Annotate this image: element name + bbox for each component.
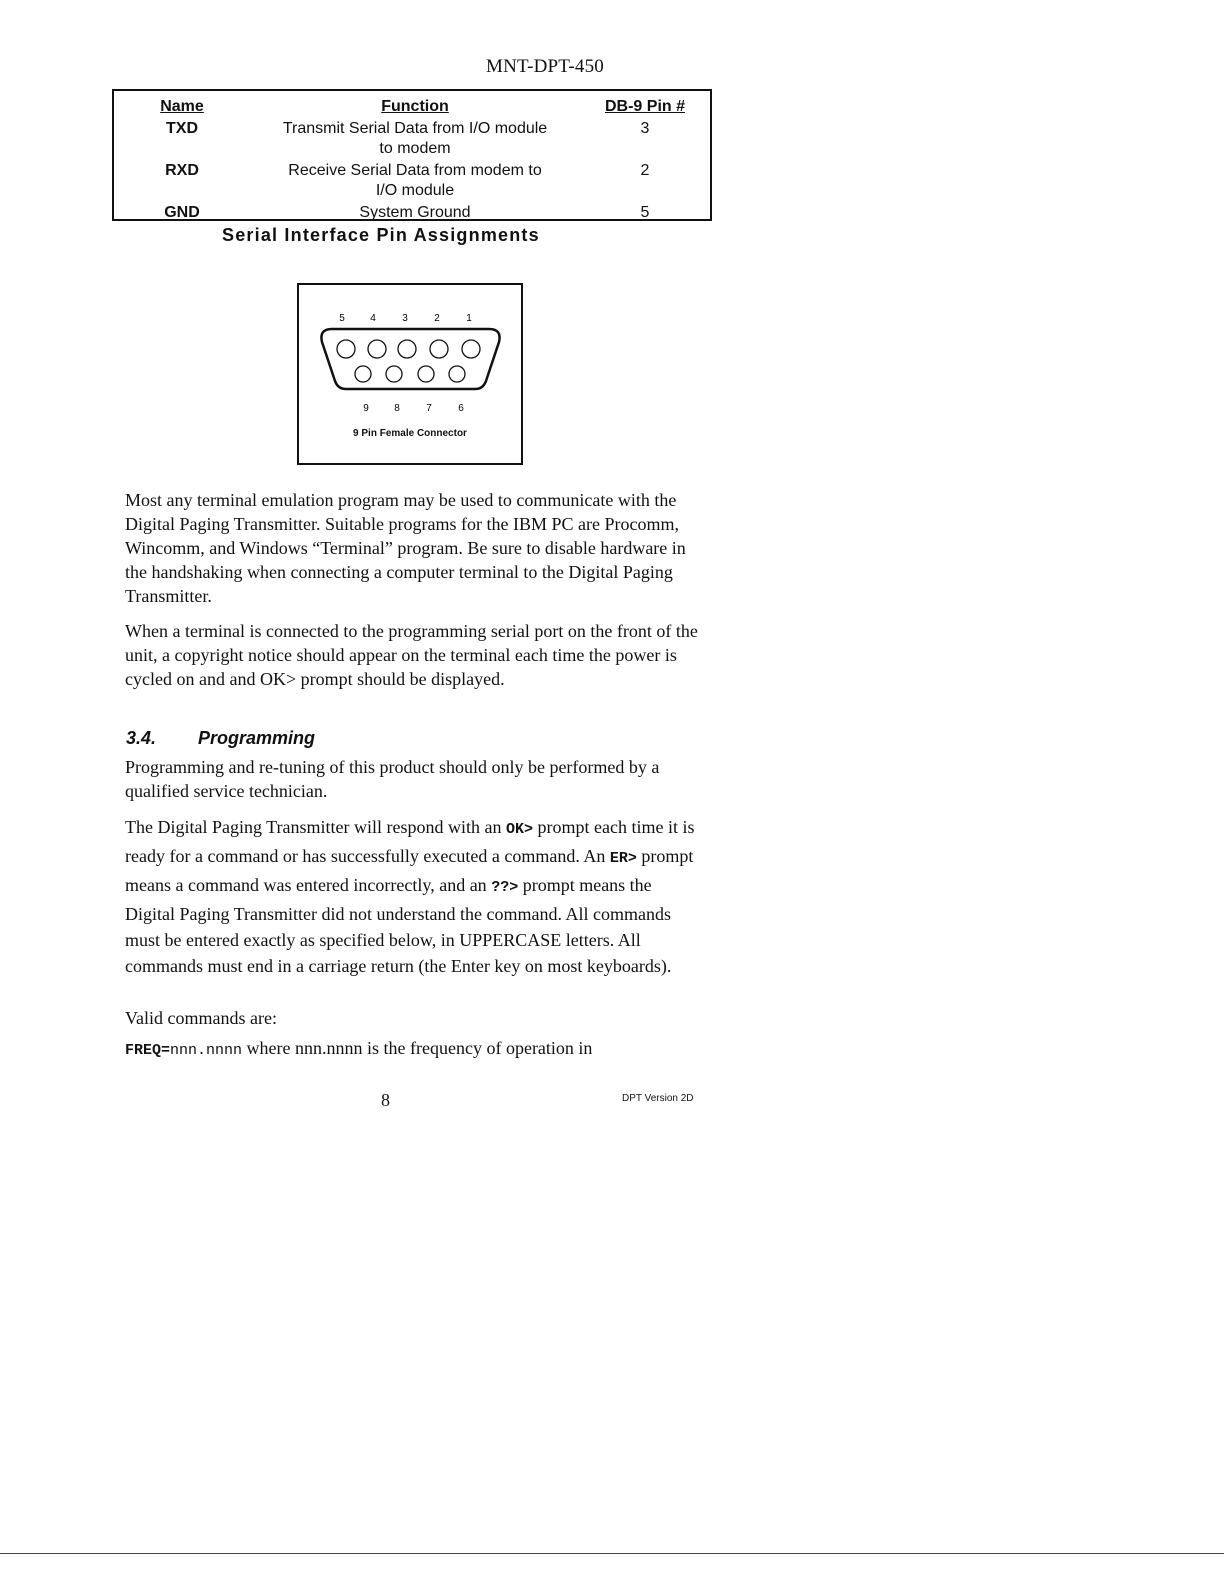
pin-label: 1 bbox=[466, 313, 472, 324]
command-description: where nnn.nnnn is the frequency of operation in bbox=[242, 1038, 593, 1058]
table-row bbox=[114, 201, 710, 223]
table-caption: Serial Interface Pin Assignments bbox=[222, 225, 540, 245]
body-paragraph: Most any terminal emulation program may be used to communicate with the Digital Paging Transmitter. Suitable programs for the IBM PC are Procomm, Wincomm, and Windows “Terminal” program. Be sure to disable hardware in the handshaking when connecting a computer terminal to the Digital Paging Transmitter. bbox=[125, 490, 686, 606]
connector-shell bbox=[321, 329, 499, 389]
row-name: RXD bbox=[165, 162, 199, 179]
pin-label: 6 bbox=[458, 403, 464, 414]
row-function bbox=[250, 117, 580, 159]
pin-label: 9 bbox=[363, 403, 369, 414]
table-row bbox=[114, 117, 710, 159]
body-paragraph: When a terminal is connected to the programming serial port on the front of the unit, a copyright notice should appear on the terminal each time the power is cycled on and and OK> prompt should be displayed. bbox=[125, 621, 698, 689]
text-run: prompt each time it is ready for a command or has successfully executed a command. An bbox=[125, 817, 695, 866]
unknown-prompt: ??> bbox=[491, 879, 519, 896]
section-title: Programming bbox=[198, 728, 316, 748]
pin-label: 5 bbox=[339, 313, 345, 324]
table-row bbox=[114, 159, 710, 201]
pin-label: 7 bbox=[426, 403, 432, 414]
function-line: I/O module bbox=[375, 182, 455, 199]
pin-holes bbox=[337, 340, 480, 382]
section-number: 3.4. bbox=[126, 728, 157, 748]
section-heading bbox=[126, 728, 315, 749]
header-pin: DB-9 Pin # bbox=[604, 98, 685, 115]
text-run: prompt means a command was entered incorrectly, and an bbox=[125, 846, 694, 895]
row-function: System Ground bbox=[359, 204, 471, 221]
table-header-row bbox=[114, 97, 710, 117]
row-name: GND bbox=[164, 204, 200, 221]
row-function bbox=[250, 159, 580, 201]
command-line bbox=[125, 1036, 705, 1063]
function-line: Transmit Serial Data from I/O module bbox=[282, 120, 548, 137]
version-label: DPT Version 2D bbox=[622, 1093, 694, 1104]
row-name: TXD bbox=[166, 120, 198, 137]
page-number: 8 bbox=[381, 1090, 390, 1110]
function-line: to modem bbox=[379, 140, 451, 157]
pin-label: 3 bbox=[402, 313, 408, 324]
pin-label: 2 bbox=[434, 313, 440, 324]
body-paragraph: Programming and re-tuning of this product should only be performed by a qualified service technician. bbox=[125, 757, 660, 801]
body-paragraph bbox=[125, 814, 705, 979]
header-name: Name bbox=[160, 98, 204, 115]
connector-diagram bbox=[297, 283, 523, 465]
command-keyword: FREQ= bbox=[125, 1042, 171, 1059]
pin-assignment-table bbox=[112, 89, 712, 221]
document-id: MNT-DPT-450 bbox=[486, 56, 604, 77]
row-pin: 5 bbox=[640, 204, 650, 221]
pin-label: 4 bbox=[370, 313, 376, 324]
command-argument: nnn.nnnn bbox=[170, 1042, 243, 1059]
text-run: prompt means the Digital Paging Transmitter did not understand the command. All commands must be entered exactly as specified below, in UPPERCASE letters. All commands must end in a carriage return (the Enter key on most keyboards). bbox=[125, 875, 672, 976]
function-line: Receive Serial Data from modem to bbox=[288, 162, 542, 179]
row-pin: 2 bbox=[640, 162, 650, 179]
text-run: The Digital Paging Transmitter will respond with an bbox=[125, 817, 506, 837]
ok-prompt: OK> bbox=[505, 821, 533, 838]
pin-table-grid bbox=[114, 97, 710, 223]
header-function: Function bbox=[381, 98, 449, 115]
row-pin: 3 bbox=[640, 120, 650, 137]
bottom-rule bbox=[0, 1553, 1224, 1554]
connector-caption: 9 Pin Female Connector bbox=[353, 428, 467, 439]
body-paragraph: Valid commands are: bbox=[125, 1008, 277, 1028]
er-prompt: ER> bbox=[609, 850, 637, 867]
pin-label: 8 bbox=[394, 403, 400, 414]
